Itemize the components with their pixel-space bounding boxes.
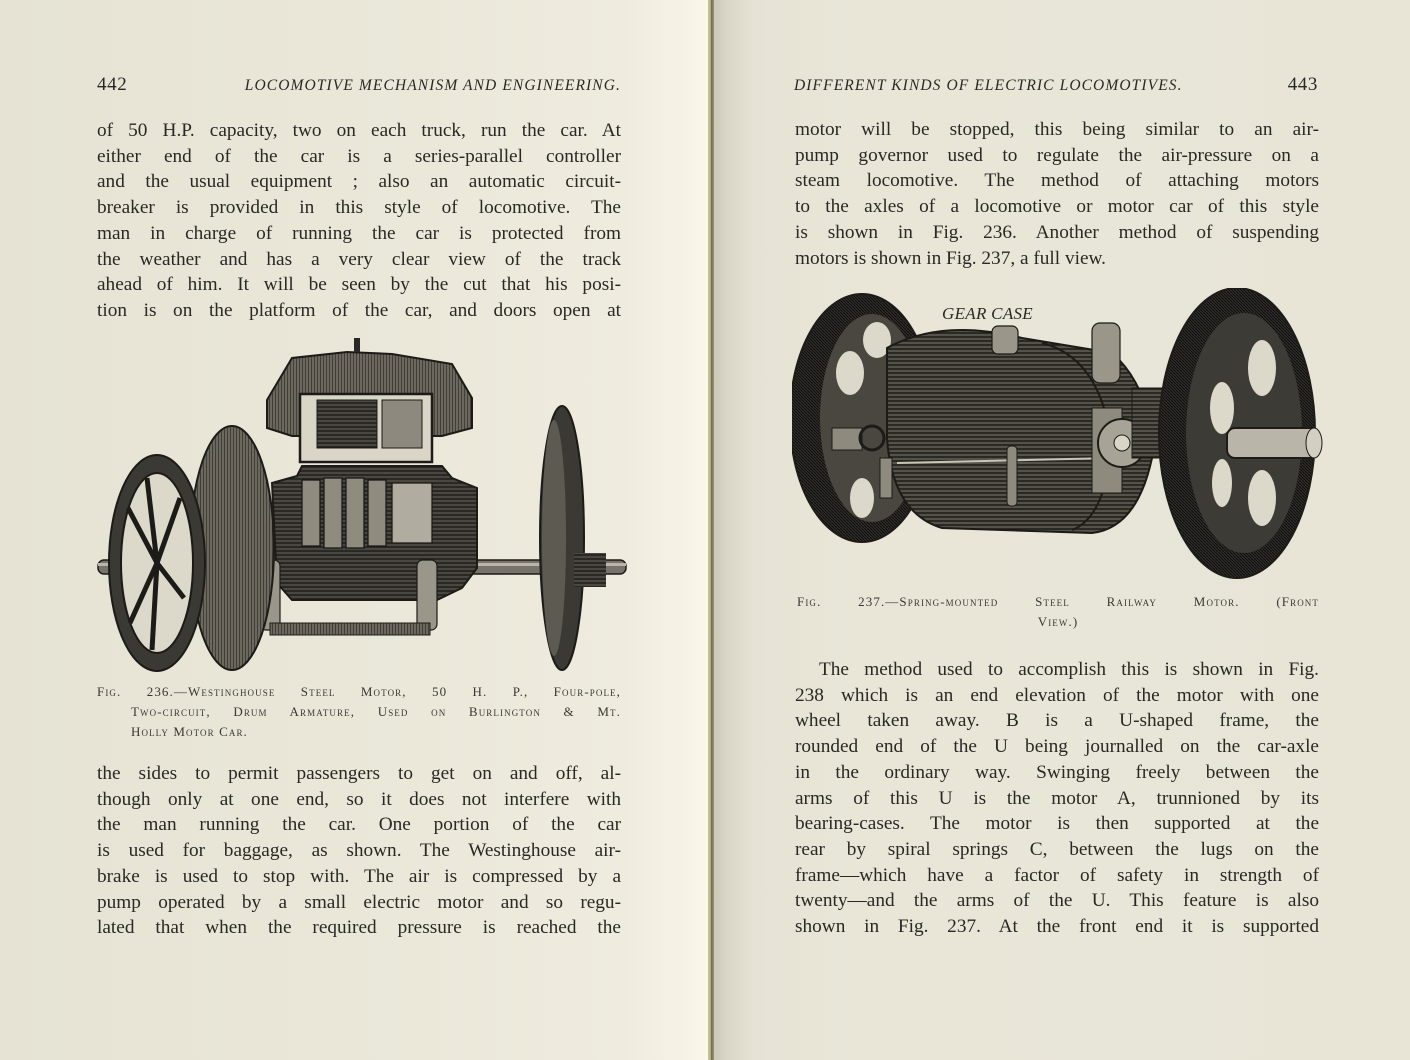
text-line: arms of this U is the motor A, trunnioned by its [795,787,1319,809]
gear-case-label: GEAR CASE [942,304,1033,323]
figure-237-caption [797,592,1319,632]
text-line: motors is shown in Fig. 237, a full view. [795,247,1106,269]
text-line: tion is on the platform of the car, and doors open at [97,299,621,321]
text-line: though only at one end, so it does not interfere with [97,788,621,810]
right-running-head [794,74,1318,96]
text-line: the sides to permit passengers to get on and off, al- [97,763,621,784]
text-line: wheel taken away. B is a U-shaped frame, the [795,710,1319,732]
left-paragraph-bottom [97,761,621,941]
text-line: brake is used to stop with. The air is compressed by a [97,865,621,887]
text-line: is used for baggage, as shown. The Westinghouse air- [97,840,621,862]
text-line: either end of the car is a series-parallel controller [97,145,621,167]
westinghouse-motor-figure [92,338,632,673]
book-gutter [708,0,714,1060]
text-line: and the usual equipment ; also an automatic circuit- [97,171,621,193]
text-line: the man running the car. One portion of the car [97,814,621,836]
right-paragraph-top [795,117,1319,271]
text-line: to the axles of a locomotive or motor car of this style [795,196,1319,218]
motor-engraving-icon [92,338,632,673]
caption-line: Holly Motor Car. [131,724,248,739]
text-line: the weather and has a very clear view of the track [97,248,621,270]
text-line: of 50 H.P. capacity, two on each truck, run the car. At [97,120,621,141]
text-line: rounded end of the U being journalled on the car-axle [795,736,1319,758]
railway-motor-engraving-icon [792,288,1332,583]
text-line: ahead of him. It will be seen by the cut that his posi- [97,274,621,296]
figure-236-caption [97,682,621,742]
page-number-right: 443 [1287,74,1318,95]
text-line: pump governor used to regulate the air-pressure on a [795,144,1319,166]
text-line: The method used to accomplish this is shown in Fig. [819,659,1319,680]
text-line: 238 which is an end elevation of the motor with one [795,684,1319,706]
text-line: bearing-cases. The motor is then supported at the [795,813,1319,835]
caption-line: Two-circuit, Drum Armature, Used on Burlington & Mt. [131,704,621,719]
text-line: pump operated by a small electric motor and so regu- [97,891,621,913]
left-running-head [97,74,621,96]
caption-line: Fig. 236.—Westinghouse Steel Motor, 50 H. P., Four-pole, [97,684,621,699]
left-paragraph-top [97,118,621,324]
text-line: in the ordinary way. Swinging freely between the [795,761,1319,783]
running-title-right: DIFFERENT KINDS OF ELECTRIC LOCOMOTIVES. [794,77,1183,94]
text-line: motor will be stopped, this being similar to an air- [795,119,1319,140]
right-paragraph-bottom [795,657,1319,940]
text-line: shown in Fig. 237. At the front end it is supported [795,916,1319,938]
caption-line: View.) [1037,614,1079,629]
caption-line: Fig. 237.—Spring-mounted Steel Railway Motor. (Front [797,594,1319,609]
text-line: man in charge of running the car is protected from [97,222,621,244]
text-line: frame—which have a factor of safety in strength of [795,864,1319,886]
text-line: breaker is provided in this style of locomotive. The [97,197,621,219]
text-line: lated that when the required pressure is reached the [97,917,621,939]
text-line: rear by spiral springs C, between the lugs on the [795,838,1319,860]
text-line: is shown in Fig. 236. Another method of suspending [795,221,1319,243]
text-line: steam locomotive. The method of attaching motors [795,170,1319,192]
railway-motor-figure [792,288,1332,583]
running-title-left: LOCOMOTIVE MECHANISM AND ENGINEERING. [244,77,621,94]
text-line: twenty—and the arms of the U. This feature is also [795,890,1319,912]
page-number-left: 442 [97,74,128,95]
